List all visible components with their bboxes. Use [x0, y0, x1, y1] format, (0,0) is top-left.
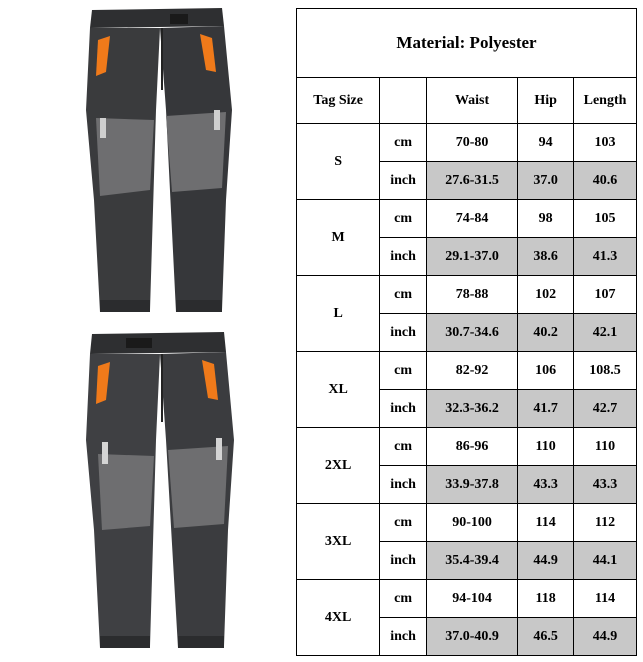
- length-cell: 114: [574, 580, 637, 618]
- header-unit: [380, 78, 427, 124]
- size-chart-table: [296, 8, 637, 656]
- product-photo-bottom: [0, 330, 296, 662]
- hip-cell: 41.7: [518, 390, 574, 428]
- length-cell: 40.6: [574, 162, 637, 200]
- hip-cell: 40.2: [518, 314, 574, 352]
- tag-size-cell: 2XL: [297, 428, 380, 504]
- waist-cell: 27.6-31.5: [426, 162, 517, 200]
- length-cell: 42.7: [574, 390, 637, 428]
- waist-cell: 32.3-36.2: [426, 390, 517, 428]
- waist-cell: 74-84: [426, 200, 517, 238]
- length-cell: 42.1: [574, 314, 637, 352]
- pants-front-image: [0, 0, 296, 330]
- pants-alt-image: [0, 330, 296, 662]
- unit-cell: cm: [380, 200, 427, 238]
- waist-cell: 35.4-39.4: [426, 542, 517, 580]
- waist-cell: 33.9-37.8: [426, 466, 517, 504]
- hip-cell: 102: [518, 276, 574, 314]
- unit-cell: cm: [380, 352, 427, 390]
- size-row-cm: [297, 276, 637, 314]
- waist-cell: 86-96: [426, 428, 517, 466]
- header-waist: Waist: [426, 78, 517, 124]
- size-row-cm: [297, 200, 637, 238]
- tag-size-cell: 3XL: [297, 504, 380, 580]
- length-cell: 105: [574, 200, 637, 238]
- hip-cell: 46.5: [518, 618, 574, 656]
- tag-size-cell: S: [297, 124, 380, 200]
- size-row-cm: [297, 428, 637, 466]
- unit-cell: inch: [380, 314, 427, 352]
- hip-cell: 94: [518, 124, 574, 162]
- waist-cell: 30.7-34.6: [426, 314, 517, 352]
- header-tag-size: Tag Size: [297, 78, 380, 124]
- hip-cell: 44.9: [518, 542, 574, 580]
- length-cell: 44.9: [574, 618, 637, 656]
- tag-size-cell: 4XL: [297, 580, 380, 656]
- length-cell: 107: [574, 276, 637, 314]
- unit-cell: inch: [380, 466, 427, 504]
- length-cell: 44.1: [574, 542, 637, 580]
- waist-cell: 70-80: [426, 124, 517, 162]
- header-length: Length: [574, 78, 637, 124]
- length-cell: 103: [574, 124, 637, 162]
- unit-cell: cm: [380, 504, 427, 542]
- material-title: Material: Polyester: [297, 9, 637, 78]
- tag-size-cell: M: [297, 200, 380, 276]
- unit-cell: cm: [380, 276, 427, 314]
- length-cell: 41.3: [574, 238, 637, 276]
- unit-cell: cm: [380, 428, 427, 466]
- unit-cell: inch: [380, 542, 427, 580]
- hip-cell: 98: [518, 200, 574, 238]
- hip-cell: 43.3: [518, 466, 574, 504]
- waist-cell: 78-88: [426, 276, 517, 314]
- waist-cell: 90-100: [426, 504, 517, 542]
- length-cell: 108.5: [574, 352, 637, 390]
- hip-cell: 106: [518, 352, 574, 390]
- hip-cell: 118: [518, 580, 574, 618]
- hip-cell: 110: [518, 428, 574, 466]
- length-cell: 43.3: [574, 466, 637, 504]
- size-row-cm: [297, 580, 637, 618]
- header-hip: Hip: [518, 78, 574, 124]
- length-cell: 110: [574, 428, 637, 466]
- size-row-cm: [297, 124, 637, 162]
- length-cell: 112: [574, 504, 637, 542]
- unit-cell: inch: [380, 390, 427, 428]
- tag-size-cell: XL: [297, 352, 380, 428]
- unit-cell: cm: [380, 580, 427, 618]
- unit-cell: cm: [380, 124, 427, 162]
- unit-cell: inch: [380, 618, 427, 656]
- waist-cell: 82-92: [426, 352, 517, 390]
- tag-size-cell: L: [297, 276, 380, 352]
- waist-cell: 37.0-40.9: [426, 618, 517, 656]
- unit-cell: inch: [380, 162, 427, 200]
- hip-cell: 37.0: [518, 162, 574, 200]
- waist-cell: 94-104: [426, 580, 517, 618]
- size-row-cm: [297, 504, 637, 542]
- hip-cell: 114: [518, 504, 574, 542]
- product-photo-top: [0, 0, 296, 330]
- waist-cell: 29.1-37.0: [426, 238, 517, 276]
- hip-cell: 38.6: [518, 238, 574, 276]
- size-row-cm: [297, 352, 637, 390]
- unit-cell: inch: [380, 238, 427, 276]
